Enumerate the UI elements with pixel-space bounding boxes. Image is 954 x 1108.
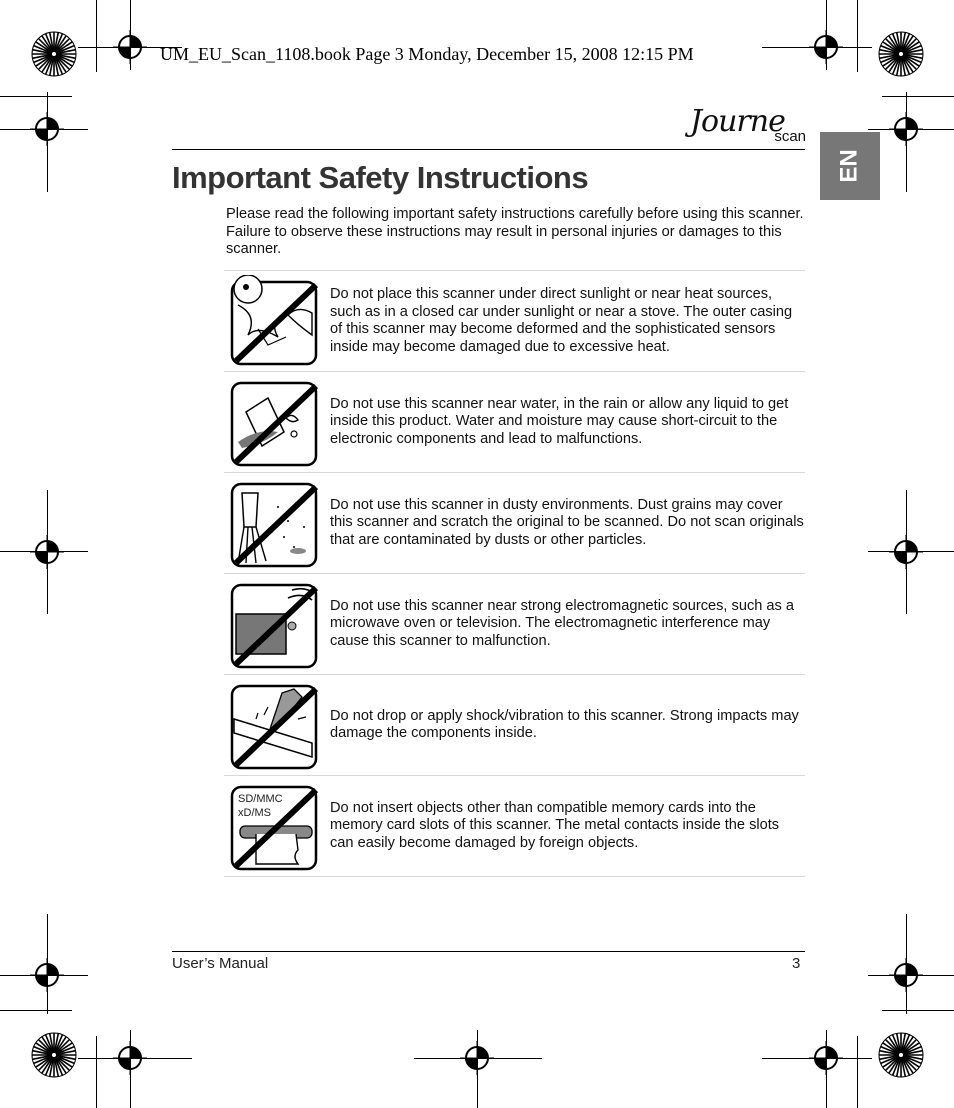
registration-mark-icon: [809, 1041, 843, 1075]
starburst-target-icon: [31, 1032, 77, 1078]
registration-mark-icon: [809, 30, 843, 64]
registration-mark-icon: [889, 112, 923, 146]
memory-card-slot-prohibited-icon: [228, 780, 320, 872]
list-item: [224, 775, 805, 877]
registration-mark-icon: [30, 112, 64, 146]
footer-manual-label: User’s Manual: [172, 955, 269, 972]
logo-script-text: Journe: [690, 104, 785, 139]
list-item: [224, 674, 805, 775]
safety-instruction-list: [224, 270, 805, 877]
header-rule: [172, 149, 805, 150]
intro-paragraph: Please read the following important safety instructions carefully before using this scanner. Failure to observe these instructions may result in personal injuries or damages to this scanner.: [226, 206, 804, 257]
language-tab-label: EN: [836, 149, 863, 183]
page-title: Important Safety Instructions: [172, 160, 589, 195]
starburst-target-icon: [31, 31, 77, 77]
list-item: [224, 371, 805, 472]
registration-mark-icon: [113, 1041, 147, 1075]
list-item: [224, 573, 805, 674]
starburst-target-icon: [878, 31, 924, 77]
brand-logo: [686, 104, 808, 152]
microwave-prohibited-icon: [228, 578, 320, 670]
dust-broom-prohibited-icon: [228, 477, 320, 569]
instruction-text: Do not use this scanner near water, in the rain or allow any liquid to get inside this product. Water and moisture may cause short-circuit to the electronic components and lead to malfunctions.: [330, 395, 789, 447]
sun-heat-prohibited-icon: [228, 275, 320, 367]
instruction-text: Do not use this scanner in dusty environments. Dust grains may cover this scanner and scratch the original to be scanned. Do not scan originals that are contaminated by dusts or other particles.: [330, 496, 804, 548]
footer-rule: [172, 951, 805, 952]
registration-mark-icon: [460, 1041, 494, 1075]
instruction-text: Do not drop or apply shock/vibration to this scanner. Strong impacts may damage the components inside.: [330, 707, 799, 741]
print-header-line: UM_EU_Scan_1108.book Page 3 Monday, December 15, 2008 12:15 PM: [160, 44, 694, 64]
registration-mark-icon: [889, 958, 923, 992]
registration-mark-icon: [113, 30, 147, 64]
instruction-text: Do not insert objects other than compatible memory cards into the memory card slots of this scanner. The metal contacts inside the slots can easily become damaged by foreign objects.: [330, 799, 780, 851]
card-label-xd-ms: xD/MS: [238, 807, 271, 819]
list-item: [224, 472, 805, 573]
starburst-target-icon: [878, 1032, 924, 1078]
drop-shock-prohibited-icon: [228, 679, 320, 771]
registration-mark-icon: [889, 535, 923, 569]
card-label-sd-mmc: SD/MMC: [238, 793, 283, 805]
language-tab: [820, 132, 880, 200]
logo-scan-text: scan: [774, 128, 806, 145]
page-number: 3: [792, 955, 801, 972]
instruction-text: Do not use this scanner near strong electromagnetic sources, such as a microwave oven or television. The electromagnetic interference may cause this scanner to malfunction.: [330, 597, 794, 649]
instruction-text: Do not place this scanner under direct sunlight or near heat sources, such as in a closed car under sunlight or near a stove. The outer casing of this scanner may become deformed and the sophisticated sensors inside may become damaged due to excessive heat.: [330, 286, 793, 355]
list-item: [224, 270, 805, 371]
registration-mark-icon: [30, 958, 64, 992]
registration-mark-icon: [30, 535, 64, 569]
water-spill-prohibited-icon: [228, 376, 320, 468]
